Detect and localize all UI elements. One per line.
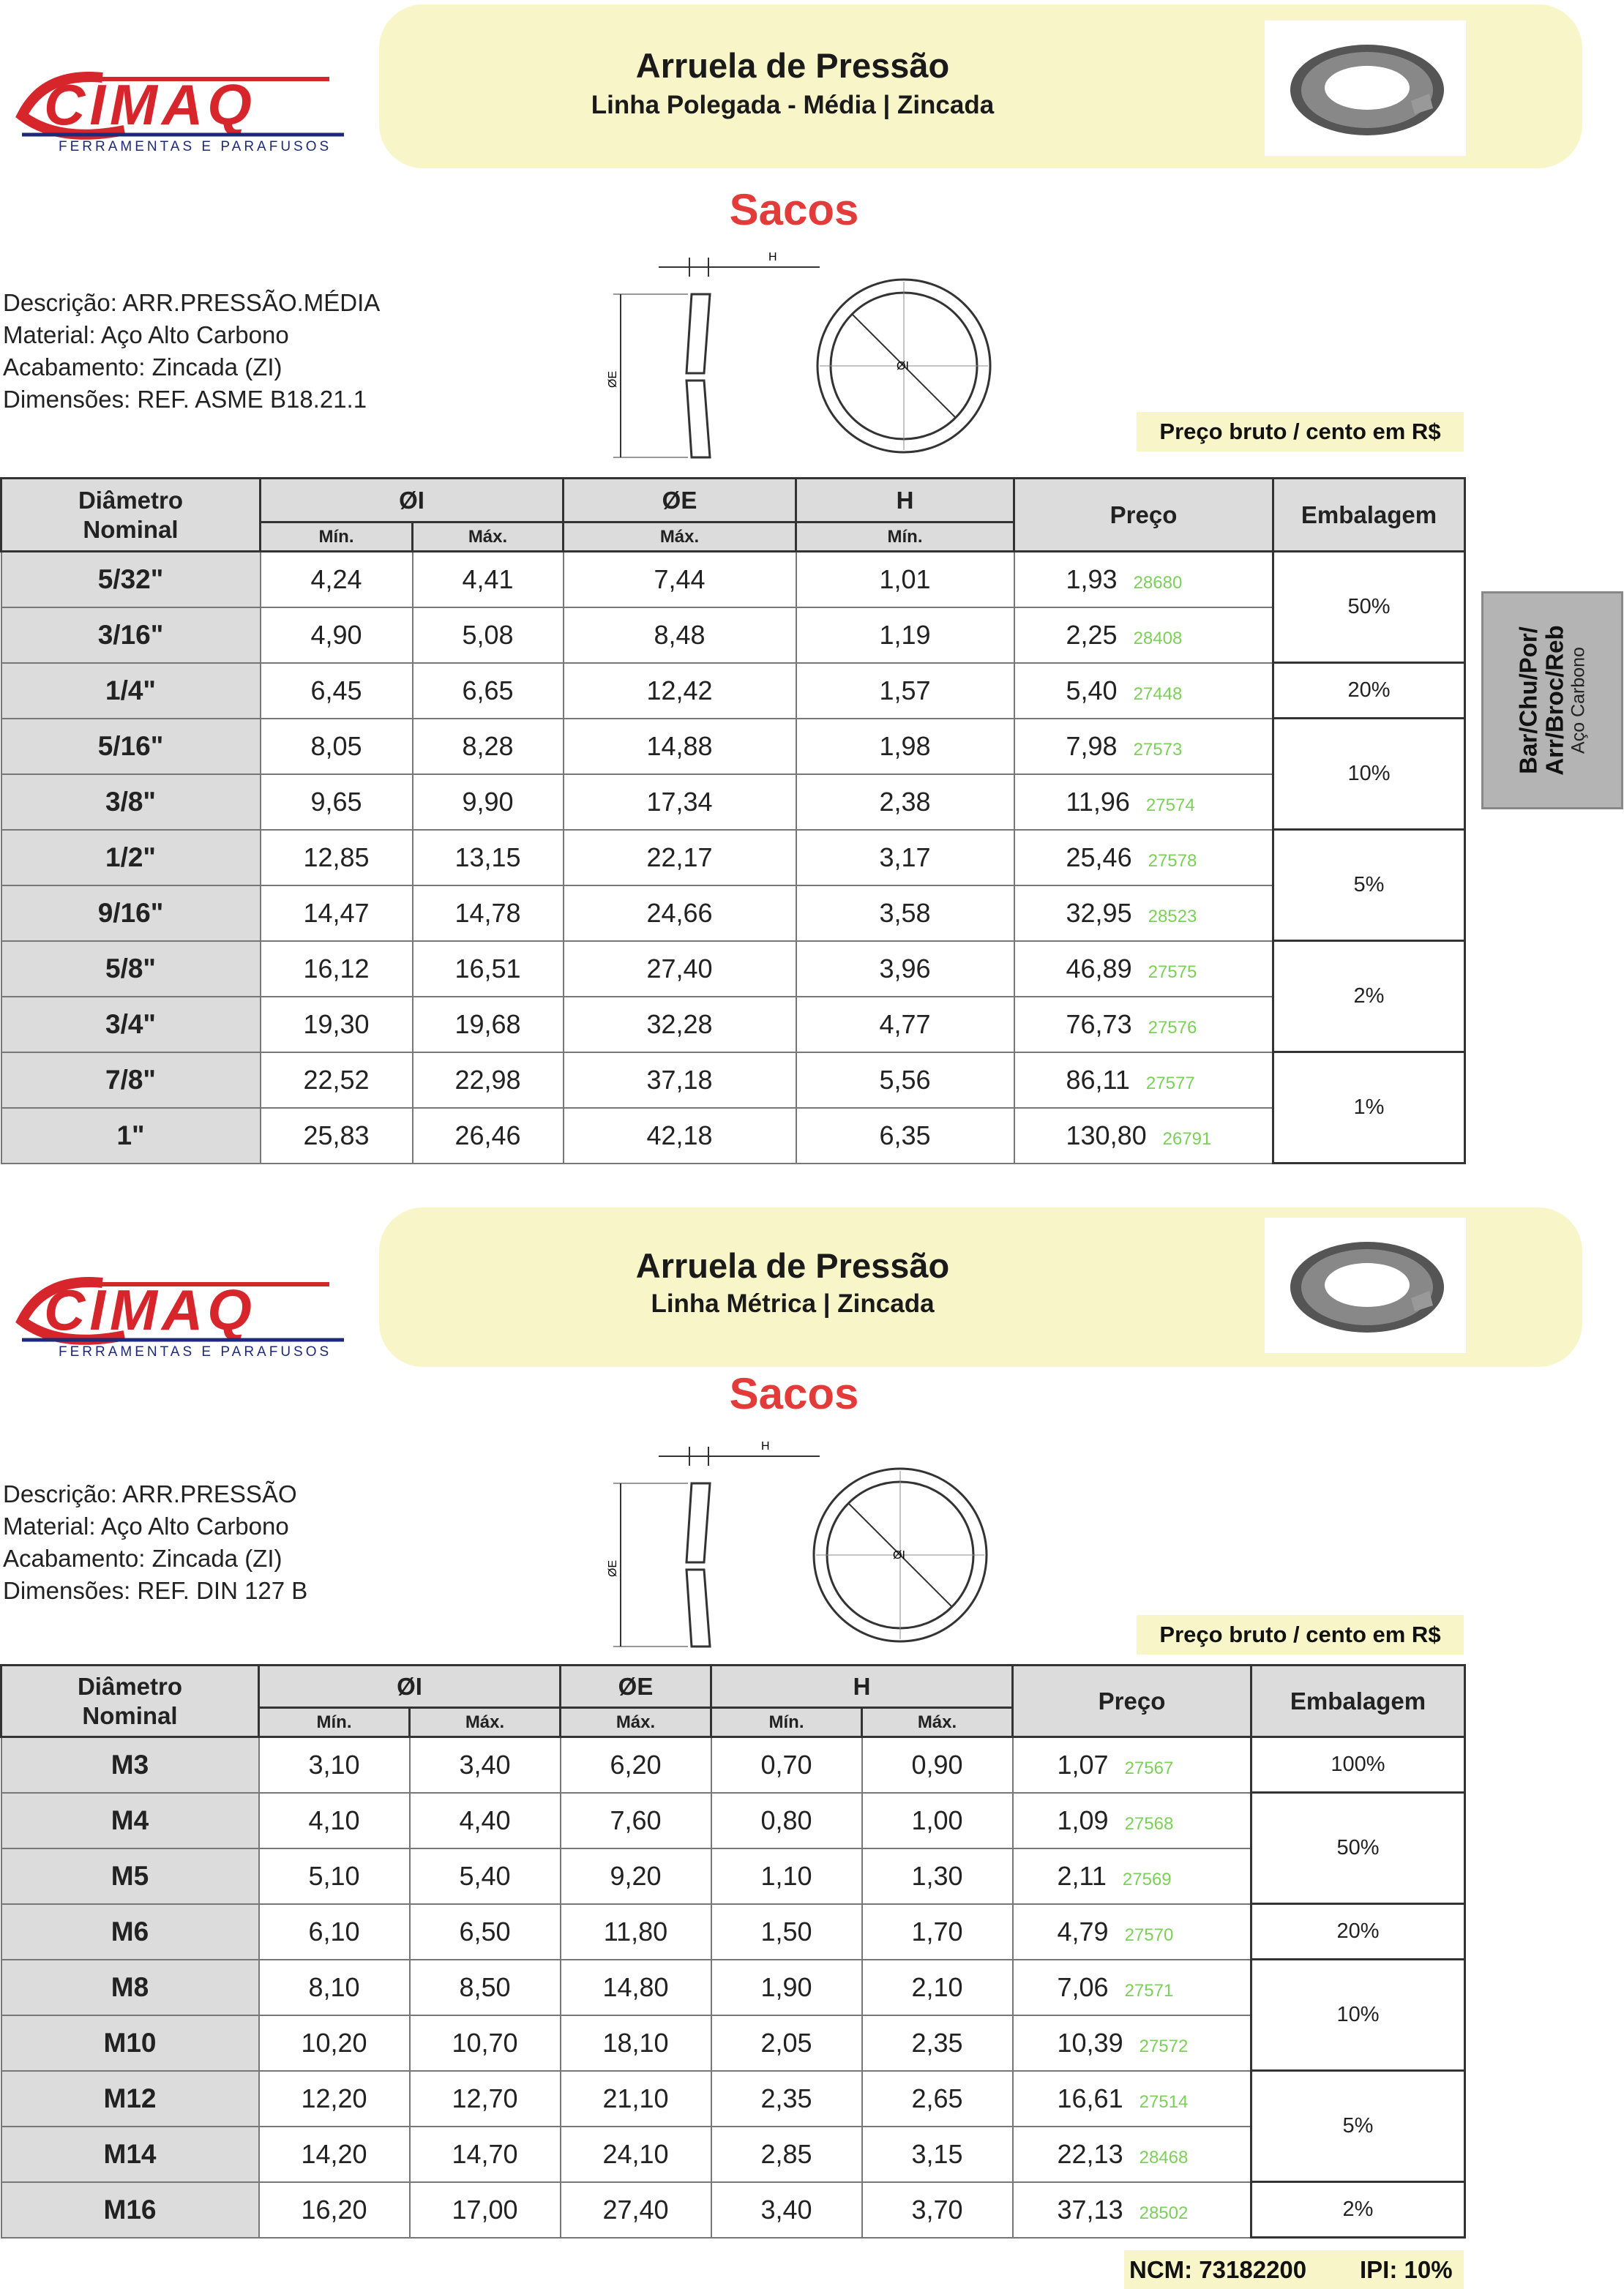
table-row xyxy=(1,997,1465,1052)
cell-oi-min: 22,52 xyxy=(261,1052,413,1108)
price-value: 10,39 xyxy=(1057,2027,1123,2058)
cell-h-min: 1,57 xyxy=(796,663,1014,719)
cell-nominal: 3/4" xyxy=(1,997,261,1052)
cell-oe-max: 7,60 xyxy=(561,1793,711,1848)
cell-price xyxy=(1014,885,1273,941)
header-oe-max: Máx. xyxy=(564,522,796,552)
cell-embalagem: 10% xyxy=(1273,719,1465,830)
cell-h-max: 3,70 xyxy=(862,2182,1013,2238)
cell-oe-max: 17,34 xyxy=(564,774,796,830)
section2-title: Arruela de Pressão xyxy=(635,1246,950,1285)
washer-photo-icon xyxy=(1265,20,1466,156)
diagram-oe-label: ØE xyxy=(607,1559,619,1577)
price-value: 2,11 xyxy=(1057,1860,1107,1891)
cell-price xyxy=(1014,830,1273,885)
table-row xyxy=(1,1960,1465,2015)
logo-graphic xyxy=(15,1270,344,1350)
product-code: 27576 xyxy=(1148,1017,1197,1038)
price-value: 37,13 xyxy=(1057,2194,1123,2225)
cell-price xyxy=(1013,1848,1251,1904)
cell-nominal: 1/4" xyxy=(1,663,261,719)
header-oe-max: Máx. xyxy=(561,1708,711,1737)
price-value: 86,11 xyxy=(1066,1064,1130,1095)
cell-price xyxy=(1013,2182,1251,2238)
cell-oi-max: 8,28 xyxy=(413,719,564,774)
cell-h-min: 5,56 xyxy=(796,1052,1014,1108)
section2-subtitle: Linha Métrica | Zincada xyxy=(651,1289,935,1318)
cell-nominal: 5/16" xyxy=(1,719,261,774)
product-code: 26791 xyxy=(1162,1128,1212,1149)
price-value: 5,40 xyxy=(1066,675,1118,705)
product-code: 27571 xyxy=(1124,1980,1174,2001)
price-value: 1,93 xyxy=(1066,563,1118,594)
diagram-oi-label: ØI xyxy=(893,1549,905,1562)
table-row xyxy=(1,830,1465,885)
cell-nominal: M4 xyxy=(1,1793,259,1848)
cell-price xyxy=(1013,1737,1251,1793)
logo-wordmark: CIMAQ xyxy=(44,72,256,137)
product-code: 28408 xyxy=(1133,628,1183,648)
table-row xyxy=(1,607,1465,663)
header-h: H xyxy=(711,1666,1013,1708)
table-row xyxy=(1,663,1465,719)
header-preco: Preço xyxy=(1014,479,1273,552)
cell-oe-max: 37,18 xyxy=(564,1052,796,1108)
washer-photo xyxy=(1265,1218,1466,1353)
cell-h-max: 1,70 xyxy=(862,1904,1013,1960)
cell-oi-max: 17,00 xyxy=(410,2182,561,2238)
cell-oe-max: 8,48 xyxy=(564,607,796,663)
header-h-min: Mín. xyxy=(796,522,1014,552)
cell-price xyxy=(1014,607,1273,663)
product-code: 27567 xyxy=(1124,1758,1174,1778)
price-value: 4,79 xyxy=(1057,1916,1109,1947)
cell-nominal: 5/8" xyxy=(1,941,261,997)
cell-oe-max: 18,10 xyxy=(561,2015,711,2071)
product-code: 28468 xyxy=(1139,2147,1189,2168)
section2-sacos: Sacos xyxy=(729,1369,859,1418)
cell-nominal: 5/32" xyxy=(1,552,261,607)
logo-tagline: FERRAMENTAS E PARAFUSOS xyxy=(59,1344,332,1360)
table-row xyxy=(1,1793,1465,1848)
product-code: 28680 xyxy=(1133,572,1183,593)
cell-oi-max: 10,70 xyxy=(410,2015,561,2071)
price-value: 32,95 xyxy=(1066,897,1132,928)
cell-nominal: M6 xyxy=(1,1904,259,1960)
product-code: 27514 xyxy=(1139,2091,1189,2112)
header-oi: ØI xyxy=(259,1666,561,1708)
cell-price xyxy=(1014,552,1273,607)
desc-line: Descrição: ARR.PRESSÃO.MÉDIA xyxy=(3,289,381,316)
footer-bar xyxy=(1124,2250,1464,2289)
cell-oi-min: 4,24 xyxy=(261,552,413,607)
section2-diagram xyxy=(600,1431,1010,1650)
cell-oi-max: 16,51 xyxy=(413,941,564,997)
cell-nominal: 1/2" xyxy=(1,830,261,885)
cell-nominal: M14 xyxy=(1,2127,259,2182)
header-oe: ØE xyxy=(561,1666,711,1708)
header-oi-min: Mín. xyxy=(261,522,413,552)
price-value: 16,61 xyxy=(1057,2083,1123,2113)
header-preco: Preço xyxy=(1013,1666,1251,1737)
logo-graphic xyxy=(15,64,344,145)
cell-oi-max: 22,98 xyxy=(413,1052,564,1108)
cell-oi-max: 3,40 xyxy=(410,1737,561,1793)
product-code: 27570 xyxy=(1124,1925,1174,1945)
cell-oi-min: 12,20 xyxy=(259,2071,410,2127)
cell-oi-min: 4,90 xyxy=(261,607,413,663)
cell-h-min: 0,70 xyxy=(711,1737,862,1793)
cell-nominal: M8 xyxy=(1,1960,259,2015)
cell-nominal: M10 xyxy=(1,2015,259,2071)
cell-oe-max: 12,42 xyxy=(564,663,796,719)
price-value: 7,06 xyxy=(1057,1971,1109,2002)
cell-oi-min: 14,47 xyxy=(261,885,413,941)
price-value: 2,25 xyxy=(1066,619,1118,650)
cell-h-max: 1,30 xyxy=(862,1848,1013,1904)
desc-line: Material: Aço Alto Carbono xyxy=(3,1513,289,1540)
cell-oe-max: 27,40 xyxy=(564,941,796,997)
cell-h-min: 2,05 xyxy=(711,2015,862,2071)
cell-oi-min: 6,10 xyxy=(259,1904,410,1960)
cell-oe-max: 42,18 xyxy=(564,1108,796,1164)
cell-h-max: 2,35 xyxy=(862,2015,1013,2071)
cell-oi-max: 19,68 xyxy=(413,997,564,1052)
product-code: 27575 xyxy=(1148,962,1197,982)
cell-oi-max: 14,78 xyxy=(413,885,564,941)
product-code: 27568 xyxy=(1124,1813,1174,1834)
cell-price xyxy=(1013,1793,1251,1848)
section1-description xyxy=(3,287,380,416)
cell-oe-max: 32,28 xyxy=(564,997,796,1052)
cell-price xyxy=(1013,1904,1251,1960)
section1-title: Arruela de Pressão xyxy=(635,46,950,85)
header-embalagem: Embalagem xyxy=(1273,479,1465,552)
section1-price-note: Preço bruto / cento em R$ xyxy=(1137,412,1464,452)
cell-oi-max: 5,08 xyxy=(413,607,564,663)
diagram-oe-label: ØE xyxy=(607,370,619,388)
product-code: 27573 xyxy=(1133,739,1183,760)
table-row xyxy=(1,2182,1465,2238)
cell-embalagem: 100% xyxy=(1251,1737,1465,1793)
cell-h-min: 3,40 xyxy=(711,2182,862,2238)
product-code: 27577 xyxy=(1145,1073,1195,1093)
cell-oi-max: 4,41 xyxy=(413,552,564,607)
desc-line: Dimensões: REF. ASME B18.21.1 xyxy=(3,386,367,413)
cell-oe-max: 11,80 xyxy=(561,1904,711,1960)
cell-oe-max: 6,20 xyxy=(561,1737,711,1793)
section1-sacos: Sacos xyxy=(729,185,859,234)
header-oi-min: Mín. xyxy=(259,1708,410,1737)
header-nominal: Diâmetro Nominal xyxy=(1,479,261,552)
cell-oe-max: 22,17 xyxy=(564,830,796,885)
product-code: 27578 xyxy=(1148,850,1197,871)
cell-nominal: M5 xyxy=(1,1848,259,1904)
cell-h-min: 1,50 xyxy=(711,1904,862,1960)
cell-price xyxy=(1013,2071,1251,2127)
product-code: 27448 xyxy=(1133,683,1183,704)
cell-oi-max: 12,70 xyxy=(410,2071,561,2127)
header-nominal: Diâmetro Nominal xyxy=(1,1666,259,1737)
cell-h-min: 2,85 xyxy=(711,2127,862,2182)
cell-oi-min: 6,45 xyxy=(261,663,413,719)
cell-oe-max: 24,66 xyxy=(564,885,796,941)
price-value: 46,89 xyxy=(1066,953,1132,984)
table-row xyxy=(1,1848,1465,1904)
cell-h-max: 3,15 xyxy=(862,2127,1013,2182)
footer-ncm: NCM: 73182200 xyxy=(1129,2256,1307,2283)
header-h-min: Mín. xyxy=(711,1708,862,1737)
cell-price xyxy=(1014,1108,1273,1164)
side-tab-line2: Arr/Broc/Reb xyxy=(1541,625,1568,776)
header-h: H xyxy=(796,479,1014,522)
cell-oe-max: 27,40 xyxy=(561,2182,711,2238)
desc-line: Acabamento: Zincada (ZI) xyxy=(3,353,282,381)
section1-subtitle: Linha Polegada - Média | Zincada xyxy=(591,91,995,119)
washer-photo-icon xyxy=(1265,1218,1466,1353)
cell-oi-min: 5,10 xyxy=(259,1848,410,1904)
cell-h-max: 2,65 xyxy=(862,2071,1013,2127)
product-code: 27572 xyxy=(1139,2036,1189,2056)
brand-logo xyxy=(15,1270,344,1360)
cell-nominal: 3/16" xyxy=(1,607,261,663)
cell-price xyxy=(1014,774,1273,830)
cell-embalagem: 20% xyxy=(1273,663,1465,719)
cell-oi-max: 8,50 xyxy=(410,1960,561,2015)
cell-h-min: 4,77 xyxy=(796,997,1014,1052)
cell-oi-max: 26,46 xyxy=(413,1108,564,1164)
cell-h-min: 1,19 xyxy=(796,607,1014,663)
side-tab-text xyxy=(1516,625,1590,775)
cell-price xyxy=(1013,2127,1251,2182)
header-oe: ØE xyxy=(564,479,796,522)
cell-oe-max: 7,44 xyxy=(564,552,796,607)
table-row xyxy=(1,1052,1465,1108)
cell-oi-min: 16,12 xyxy=(261,941,413,997)
cell-oi-max: 5,40 xyxy=(410,1848,561,1904)
table-row xyxy=(1,1108,1465,1164)
header-h-max: Máx. xyxy=(862,1708,1013,1737)
cell-nominal: M12 xyxy=(1,2071,259,2127)
cell-oe-max: 24,10 xyxy=(561,2127,711,2182)
table-row xyxy=(1,1737,1465,1793)
cell-oi-min: 19,30 xyxy=(261,997,413,1052)
cell-price xyxy=(1014,1052,1273,1108)
diagram-h-label: H xyxy=(768,251,777,263)
section2-price-note: Preço bruto / cento em R$ xyxy=(1137,1615,1464,1655)
table-row xyxy=(1,552,1465,607)
header-oi: ØI xyxy=(261,479,564,522)
cell-embalagem: 2% xyxy=(1273,941,1465,1052)
cell-h-min: 2,38 xyxy=(796,774,1014,830)
cell-embalagem: 10% xyxy=(1251,1960,1465,2071)
price-value: 25,46 xyxy=(1066,842,1132,872)
washer-photo xyxy=(1265,20,1466,156)
price-value: 7,98 xyxy=(1066,730,1118,761)
cell-embalagem: 2% xyxy=(1251,2182,1465,2238)
table-row xyxy=(1,1904,1465,1960)
cell-oi-max: 14,70 xyxy=(410,2127,561,2182)
logo-wordmark: CIMAQ xyxy=(44,1278,256,1342)
cell-nominal: 9/16" xyxy=(1,885,261,941)
table-row xyxy=(1,774,1465,830)
side-tab-line1: Bar/Chu/Por/ xyxy=(1514,626,1542,774)
cell-embalagem: 20% xyxy=(1251,1904,1465,1960)
cell-nominal: 7/8" xyxy=(1,1052,261,1108)
cell-price xyxy=(1014,663,1273,719)
cell-oi-min: 10,20 xyxy=(259,2015,410,2071)
cell-oi-max: 9,90 xyxy=(413,774,564,830)
header-oi-max: Máx. xyxy=(410,1708,561,1737)
cell-oi-min: 12,85 xyxy=(261,830,413,885)
cell-h-min: 6,35 xyxy=(796,1108,1014,1164)
cell-oi-min: 9,65 xyxy=(261,774,413,830)
logo-tagline: FERRAMENTAS E PARAFUSOS xyxy=(59,139,332,154)
header-embalagem: Embalagem xyxy=(1251,1666,1465,1737)
cell-embalagem: 50% xyxy=(1273,552,1465,663)
cell-oi-min: 3,10 xyxy=(259,1737,410,1793)
table-row xyxy=(1,719,1465,774)
section1-table xyxy=(0,477,1466,1164)
cell-h-max: 1,00 xyxy=(862,1793,1013,1848)
category-side-tab xyxy=(1481,591,1623,809)
product-code: 28502 xyxy=(1139,2203,1189,2223)
cell-oe-max: 21,10 xyxy=(561,2071,711,2127)
cell-embalagem: 50% xyxy=(1251,1793,1465,1904)
price-value: 1,09 xyxy=(1057,1805,1109,1835)
price-value: 22,13 xyxy=(1057,2138,1123,2169)
desc-line: Material: Aço Alto Carbono xyxy=(3,321,289,348)
diagram-h-label: H xyxy=(761,1440,770,1453)
product-code: 27569 xyxy=(1122,1869,1172,1889)
cell-oi-min: 16,20 xyxy=(259,2182,410,2238)
section1-diagram xyxy=(600,241,1010,461)
cell-oi-max: 6,65 xyxy=(413,663,564,719)
price-value: 1,07 xyxy=(1057,1749,1109,1780)
cell-h-max: 0,90 xyxy=(862,1737,1013,1793)
section2-table xyxy=(0,1664,1466,2239)
cell-price xyxy=(1014,719,1273,774)
cell-price xyxy=(1014,997,1273,1052)
table-row xyxy=(1,2015,1465,2071)
table-row xyxy=(1,2127,1465,2182)
cell-embalagem: 5% xyxy=(1251,2071,1465,2182)
cell-h-max: 2,10 xyxy=(862,1960,1013,2015)
cell-oi-min: 4,10 xyxy=(259,1793,410,1848)
cell-nominal: 3/8" xyxy=(1,774,261,830)
price-value: 130,80 xyxy=(1066,1120,1147,1150)
cell-nominal: M3 xyxy=(1,1737,259,1793)
cell-oe-max: 9,20 xyxy=(561,1848,711,1904)
table-row xyxy=(1,885,1465,941)
cell-h-min: 3,96 xyxy=(796,941,1014,997)
section2-description xyxy=(3,1478,307,1607)
header-oi-max: Máx. xyxy=(413,522,564,552)
cell-oi-max: 4,40 xyxy=(410,1793,561,1848)
desc-line: Descrição: ARR.PRESSÃO xyxy=(3,1480,297,1507)
table-row xyxy=(1,2071,1465,2127)
cell-h-min: 1,01 xyxy=(796,552,1014,607)
cell-h-min: 1,90 xyxy=(711,1960,862,2015)
cell-embalagem: 1% xyxy=(1273,1052,1465,1164)
cell-oi-max: 6,50 xyxy=(410,1904,561,1960)
cell-h-min: 0,80 xyxy=(711,1793,862,1848)
cell-h-min: 3,58 xyxy=(796,885,1014,941)
price-value: 11,96 xyxy=(1066,786,1130,817)
footer-ipi: IPI: 10% xyxy=(1360,2256,1453,2283)
cell-oe-max: 14,88 xyxy=(564,719,796,774)
product-code: 28523 xyxy=(1148,906,1197,926)
cell-oi-min: 14,20 xyxy=(259,2127,410,2182)
cell-price xyxy=(1013,1960,1251,2015)
desc-line: Acabamento: Zincada (ZI) xyxy=(3,1545,282,1572)
cell-nominal: 1" xyxy=(1,1108,261,1164)
brand-logo xyxy=(15,64,344,152)
cell-embalagem: 5% xyxy=(1273,830,1465,941)
cell-price xyxy=(1014,941,1273,997)
product-code: 27574 xyxy=(1145,795,1195,815)
price-value: 76,73 xyxy=(1066,1008,1132,1039)
cell-oi-max: 13,15 xyxy=(413,830,564,885)
cell-price xyxy=(1013,2015,1251,2071)
table-row xyxy=(1,941,1465,997)
cell-oi-min: 25,83 xyxy=(261,1108,413,1164)
cell-nominal: M16 xyxy=(1,2182,259,2238)
cell-h-min: 3,17 xyxy=(796,830,1014,885)
cell-h-min: 2,35 xyxy=(711,2071,862,2127)
cell-oi-min: 8,05 xyxy=(261,719,413,774)
side-tab-line3: Aço Carbono xyxy=(1568,647,1589,754)
cell-oe-max: 14,80 xyxy=(561,1960,711,2015)
desc-line: Dimensões: REF. DIN 127 B xyxy=(3,1577,308,1604)
cell-h-min: 1,10 xyxy=(711,1848,862,1904)
diagram-oi-label: ØI xyxy=(897,360,909,372)
cell-h-min: 1,98 xyxy=(796,719,1014,774)
cell-oi-min: 8,10 xyxy=(259,1960,410,2015)
